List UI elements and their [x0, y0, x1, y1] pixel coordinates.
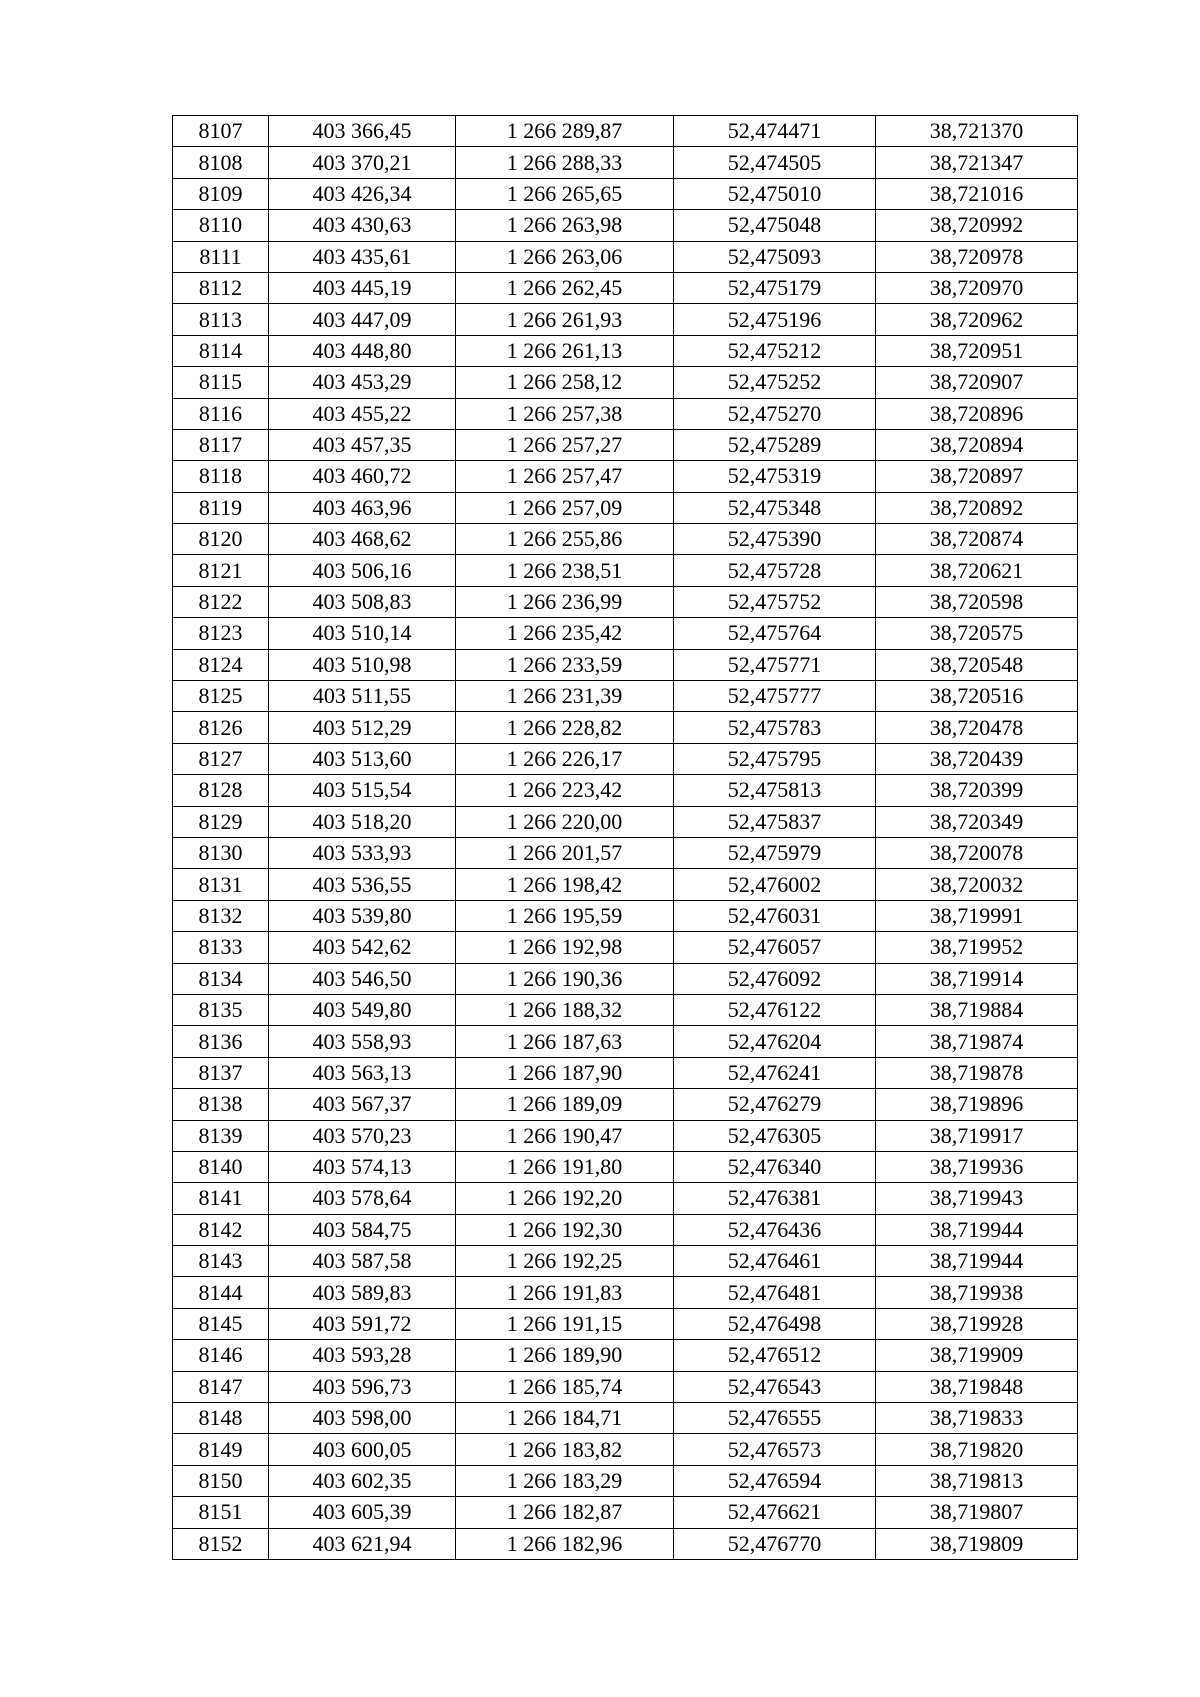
- point-number-cell: 8123: [173, 618, 269, 649]
- point-number-cell: 8140: [173, 1151, 269, 1182]
- y-coordinate-cell: 1 266 226,17: [456, 743, 674, 774]
- latitude-cell: 52,475783: [674, 712, 876, 743]
- x-coordinate-cell: 403 533,93: [269, 837, 456, 868]
- x-coordinate-cell: 403 457,35: [269, 429, 456, 460]
- x-coordinate-cell: 403 453,29: [269, 367, 456, 398]
- point-number-cell: 8130: [173, 837, 269, 868]
- longitude-cell: 38,721347: [876, 147, 1078, 178]
- coordinates-table: [172, 115, 1078, 1560]
- point-number-cell: 8113: [173, 304, 269, 335]
- longitude-cell: 38,720896: [876, 398, 1078, 429]
- point-number-cell: 8137: [173, 1057, 269, 1088]
- x-coordinate-cell: 403 605,39: [269, 1497, 456, 1528]
- point-number-cell: 8131: [173, 869, 269, 900]
- longitude-cell: 38,719917: [876, 1120, 1078, 1151]
- point-number-cell: 8107: [173, 116, 269, 147]
- point-number-cell: 8144: [173, 1277, 269, 1308]
- longitude-cell: 38,720907: [876, 367, 1078, 398]
- x-coordinate-cell: 403 558,93: [269, 1026, 456, 1057]
- point-number-cell: 8151: [173, 1497, 269, 1528]
- latitude-cell: 52,476031: [674, 900, 876, 931]
- longitude-cell: 38,721016: [876, 178, 1078, 209]
- y-coordinate-cell: 1 266 191,15: [456, 1308, 674, 1339]
- table-row: [173, 492, 1078, 523]
- table-row: [173, 241, 1078, 272]
- table-row: [173, 1371, 1078, 1402]
- latitude-cell: 52,476092: [674, 963, 876, 994]
- y-coordinate-cell: 1 266 231,39: [456, 681, 674, 712]
- y-coordinate-cell: 1 266 263,06: [456, 241, 674, 272]
- y-coordinate-cell: 1 266 192,25: [456, 1246, 674, 1277]
- point-number-cell: 8111: [173, 241, 269, 272]
- x-coordinate-cell: 403 366,45: [269, 116, 456, 147]
- table-row: [173, 555, 1078, 586]
- table-row: [173, 1403, 1078, 1434]
- point-number-cell: 8118: [173, 461, 269, 492]
- y-coordinate-cell: 1 266 195,59: [456, 900, 674, 931]
- latitude-cell: 52,476241: [674, 1057, 876, 1088]
- x-coordinate-cell: 403 536,55: [269, 869, 456, 900]
- latitude-cell: 52,475348: [674, 492, 876, 523]
- longitude-cell: 38,719807: [876, 1497, 1078, 1528]
- point-number-cell: 8108: [173, 147, 269, 178]
- y-coordinate-cell: 1 266 190,36: [456, 963, 674, 994]
- table-row: [173, 1120, 1078, 1151]
- latitude-cell: 52,475979: [674, 837, 876, 868]
- table-row: [173, 398, 1078, 429]
- y-coordinate-cell: 1 266 255,86: [456, 524, 674, 555]
- x-coordinate-cell: 403 621,94: [269, 1528, 456, 1559]
- point-number-cell: 8146: [173, 1340, 269, 1371]
- y-coordinate-cell: 1 266 182,96: [456, 1528, 674, 1559]
- table-row: [173, 743, 1078, 774]
- point-number-cell: 8120: [173, 524, 269, 555]
- x-coordinate-cell: 403 567,37: [269, 1089, 456, 1120]
- table-row: [173, 335, 1078, 366]
- table-row: [173, 1089, 1078, 1120]
- latitude-cell: 52,475771: [674, 649, 876, 680]
- latitude-cell: 52,476461: [674, 1246, 876, 1277]
- y-coordinate-cell: 1 266 263,98: [456, 210, 674, 241]
- y-coordinate-cell: 1 266 191,80: [456, 1151, 674, 1182]
- latitude-cell: 52,476512: [674, 1340, 876, 1371]
- point-number-cell: 8121: [173, 555, 269, 586]
- point-number-cell: 8135: [173, 994, 269, 1025]
- point-number-cell: 8134: [173, 963, 269, 994]
- longitude-cell: 38,719896: [876, 1089, 1078, 1120]
- point-number-cell: 8138: [173, 1089, 269, 1120]
- point-number-cell: 8152: [173, 1528, 269, 1559]
- longitude-cell: 38,719943: [876, 1183, 1078, 1214]
- longitude-cell: 38,720992: [876, 210, 1078, 241]
- table-row: [173, 1465, 1078, 1496]
- table-row: [173, 618, 1078, 649]
- x-coordinate-cell: 403 445,19: [269, 272, 456, 303]
- longitude-cell: 38,719938: [876, 1277, 1078, 1308]
- latitude-cell: 52,476057: [674, 932, 876, 963]
- table-row: [173, 1434, 1078, 1465]
- y-coordinate-cell: 1 266 235,42: [456, 618, 674, 649]
- latitude-cell: 52,476340: [674, 1151, 876, 1182]
- table-row: [173, 869, 1078, 900]
- longitude-cell: 38,720951: [876, 335, 1078, 366]
- latitude-cell: 52,476279: [674, 1089, 876, 1120]
- point-number-cell: 8150: [173, 1465, 269, 1496]
- table-row: [173, 963, 1078, 994]
- longitude-cell: 38,719848: [876, 1371, 1078, 1402]
- table-row: [173, 681, 1078, 712]
- table-row: [173, 1183, 1078, 1214]
- point-number-cell: 8114: [173, 335, 269, 366]
- latitude-cell: 52,476381: [674, 1183, 876, 1214]
- y-coordinate-cell: 1 266 228,82: [456, 712, 674, 743]
- y-coordinate-cell: 1 266 189,09: [456, 1089, 674, 1120]
- longitude-cell: 38,720575: [876, 618, 1078, 649]
- latitude-cell: 52,476555: [674, 1403, 876, 1434]
- x-coordinate-cell: 403 549,80: [269, 994, 456, 1025]
- latitude-cell: 52,475048: [674, 210, 876, 241]
- latitude-cell: 52,475093: [674, 241, 876, 272]
- y-coordinate-cell: 1 266 258,12: [456, 367, 674, 398]
- y-coordinate-cell: 1 266 261,93: [456, 304, 674, 335]
- longitude-cell: 38,720621: [876, 555, 1078, 586]
- point-number-cell: 8110: [173, 210, 269, 241]
- x-coordinate-cell: 403 468,62: [269, 524, 456, 555]
- table-row: [173, 1497, 1078, 1528]
- longitude-cell: 38,721370: [876, 116, 1078, 147]
- table-row: [173, 461, 1078, 492]
- x-coordinate-cell: 403 584,75: [269, 1214, 456, 1245]
- y-coordinate-cell: 1 266 184,71: [456, 1403, 674, 1434]
- latitude-cell: 52,476621: [674, 1497, 876, 1528]
- x-coordinate-cell: 403 463,96: [269, 492, 456, 523]
- latitude-cell: 52,476573: [674, 1434, 876, 1465]
- latitude-cell: 52,475795: [674, 743, 876, 774]
- latitude-cell: 52,475010: [674, 178, 876, 209]
- table-row: [173, 806, 1078, 837]
- table-row: [173, 1340, 1078, 1371]
- longitude-cell: 38,719944: [876, 1246, 1078, 1277]
- latitude-cell: 52,475212: [674, 335, 876, 366]
- table-row: [173, 1246, 1078, 1277]
- longitude-cell: 38,719809: [876, 1528, 1078, 1559]
- latitude-cell: 52,475837: [674, 806, 876, 837]
- table-row: [173, 210, 1078, 241]
- longitude-cell: 38,719813: [876, 1465, 1078, 1496]
- latitude-cell: 52,475252: [674, 367, 876, 398]
- table-row: [173, 1277, 1078, 1308]
- x-coordinate-cell: 403 460,72: [269, 461, 456, 492]
- longitude-cell: 38,719936: [876, 1151, 1078, 1182]
- longitude-cell: 38,720548: [876, 649, 1078, 680]
- table-row: [173, 712, 1078, 743]
- y-coordinate-cell: 1 266 262,45: [456, 272, 674, 303]
- latitude-cell: 52,476498: [674, 1308, 876, 1339]
- point-number-cell: 8115: [173, 367, 269, 398]
- longitude-cell: 38,720894: [876, 429, 1078, 460]
- latitude-cell: 52,476770: [674, 1528, 876, 1559]
- x-coordinate-cell: 403 593,28: [269, 1340, 456, 1371]
- latitude-cell: 52,475777: [674, 681, 876, 712]
- table-row: [173, 837, 1078, 868]
- longitude-cell: 38,719884: [876, 994, 1078, 1025]
- table-row: [173, 116, 1078, 147]
- latitude-cell: 52,476594: [674, 1465, 876, 1496]
- y-coordinate-cell: 1 266 187,63: [456, 1026, 674, 1057]
- table-row: [173, 1214, 1078, 1245]
- latitude-cell: 52,476543: [674, 1371, 876, 1402]
- longitude-cell: 38,720874: [876, 524, 1078, 555]
- point-number-cell: 8112: [173, 272, 269, 303]
- latitude-cell: 52,475752: [674, 586, 876, 617]
- point-number-cell: 8141: [173, 1183, 269, 1214]
- table-row: [173, 932, 1078, 963]
- point-number-cell: 8116: [173, 398, 269, 429]
- longitude-cell: 38,719909: [876, 1340, 1078, 1371]
- x-coordinate-cell: 403 448,80: [269, 335, 456, 366]
- longitude-cell: 38,719944: [876, 1214, 1078, 1245]
- y-coordinate-cell: 1 266 220,00: [456, 806, 674, 837]
- x-coordinate-cell: 403 506,16: [269, 555, 456, 586]
- latitude-cell: 52,476481: [674, 1277, 876, 1308]
- point-number-cell: 8149: [173, 1434, 269, 1465]
- longitude-cell: 38,720516: [876, 681, 1078, 712]
- longitude-cell: 38,719928: [876, 1308, 1078, 1339]
- x-coordinate-cell: 403 518,20: [269, 806, 456, 837]
- table-row: [173, 775, 1078, 806]
- point-number-cell: 8119: [173, 492, 269, 523]
- point-number-cell: 8117: [173, 429, 269, 460]
- y-coordinate-cell: 1 266 188,32: [456, 994, 674, 1025]
- longitude-cell: 38,719874: [876, 1026, 1078, 1057]
- x-coordinate-cell: 403 426,34: [269, 178, 456, 209]
- longitude-cell: 38,720439: [876, 743, 1078, 774]
- x-coordinate-cell: 403 455,22: [269, 398, 456, 429]
- y-coordinate-cell: 1 266 183,29: [456, 1465, 674, 1496]
- latitude-cell: 52,476122: [674, 994, 876, 1025]
- y-coordinate-cell: 1 266 198,42: [456, 869, 674, 900]
- longitude-cell: 38,720978: [876, 241, 1078, 272]
- table-row: [173, 994, 1078, 1025]
- longitude-cell: 38,719991: [876, 900, 1078, 931]
- y-coordinate-cell: 1 266 288,33: [456, 147, 674, 178]
- table-row: [173, 367, 1078, 398]
- table-row: [173, 900, 1078, 931]
- latitude-cell: 52,475179: [674, 272, 876, 303]
- x-coordinate-cell: 403 591,72: [269, 1308, 456, 1339]
- latitude-cell: 52,476436: [674, 1214, 876, 1245]
- table-row: [173, 586, 1078, 617]
- table-row: [173, 272, 1078, 303]
- table-row: [173, 178, 1078, 209]
- y-coordinate-cell: 1 266 236,99: [456, 586, 674, 617]
- x-coordinate-cell: 403 511,55: [269, 681, 456, 712]
- y-coordinate-cell: 1 266 265,65: [456, 178, 674, 209]
- table-row: [173, 1308, 1078, 1339]
- point-number-cell: 8126: [173, 712, 269, 743]
- point-number-cell: 8122: [173, 586, 269, 617]
- latitude-cell: 52,476204: [674, 1026, 876, 1057]
- longitude-cell: 38,719878: [876, 1057, 1078, 1088]
- point-number-cell: 8142: [173, 1214, 269, 1245]
- point-number-cell: 8139: [173, 1120, 269, 1151]
- y-coordinate-cell: 1 266 261,13: [456, 335, 674, 366]
- y-coordinate-cell: 1 266 192,98: [456, 932, 674, 963]
- point-number-cell: 8124: [173, 649, 269, 680]
- point-number-cell: 8127: [173, 743, 269, 774]
- table-row: [173, 524, 1078, 555]
- point-number-cell: 8143: [173, 1246, 269, 1277]
- x-coordinate-cell: 403 539,80: [269, 900, 456, 931]
- x-coordinate-cell: 403 574,13: [269, 1151, 456, 1182]
- x-coordinate-cell: 403 587,58: [269, 1246, 456, 1277]
- y-coordinate-cell: 1 266 233,59: [456, 649, 674, 680]
- x-coordinate-cell: 403 546,50: [269, 963, 456, 994]
- x-coordinate-cell: 403 515,54: [269, 775, 456, 806]
- y-coordinate-cell: 1 266 192,20: [456, 1183, 674, 1214]
- latitude-cell: 52,475196: [674, 304, 876, 335]
- latitude-cell: 52,475289: [674, 429, 876, 460]
- latitude-cell: 52,475728: [674, 555, 876, 586]
- longitude-cell: 38,720032: [876, 869, 1078, 900]
- latitude-cell: 52,474505: [674, 147, 876, 178]
- x-coordinate-cell: 403 589,83: [269, 1277, 456, 1308]
- x-coordinate-cell: 403 578,64: [269, 1183, 456, 1214]
- x-coordinate-cell: 403 542,62: [269, 932, 456, 963]
- table-row: [173, 649, 1078, 680]
- longitude-cell: 38,720078: [876, 837, 1078, 868]
- latitude-cell: 52,475319: [674, 461, 876, 492]
- y-coordinate-cell: 1 266 223,42: [456, 775, 674, 806]
- y-coordinate-cell: 1 266 182,87: [456, 1497, 674, 1528]
- latitude-cell: 52,475270: [674, 398, 876, 429]
- point-number-cell: 8128: [173, 775, 269, 806]
- x-coordinate-cell: 403 512,29: [269, 712, 456, 743]
- x-coordinate-cell: 403 570,23: [269, 1120, 456, 1151]
- latitude-cell: 52,476305: [674, 1120, 876, 1151]
- coordinates-table-body: [173, 116, 1078, 1560]
- latitude-cell: 52,474471: [674, 116, 876, 147]
- x-coordinate-cell: 403 510,98: [269, 649, 456, 680]
- point-number-cell: 8129: [173, 806, 269, 837]
- y-coordinate-cell: 1 266 185,74: [456, 1371, 674, 1402]
- x-coordinate-cell: 403 430,63: [269, 210, 456, 241]
- point-number-cell: 8147: [173, 1371, 269, 1402]
- point-number-cell: 8133: [173, 932, 269, 963]
- longitude-cell: 38,719833: [876, 1403, 1078, 1434]
- latitude-cell: 52,475813: [674, 775, 876, 806]
- y-coordinate-cell: 1 266 257,09: [456, 492, 674, 523]
- point-number-cell: 8145: [173, 1308, 269, 1339]
- y-coordinate-cell: 1 266 289,87: [456, 116, 674, 147]
- longitude-cell: 38,719914: [876, 963, 1078, 994]
- y-coordinate-cell: 1 266 183,82: [456, 1434, 674, 1465]
- latitude-cell: 52,476002: [674, 869, 876, 900]
- x-coordinate-cell: 403 510,14: [269, 618, 456, 649]
- table-row: [173, 304, 1078, 335]
- y-coordinate-cell: 1 266 201,57: [456, 837, 674, 868]
- longitude-cell: 38,720897: [876, 461, 1078, 492]
- longitude-cell: 38,720478: [876, 712, 1078, 743]
- longitude-cell: 38,720349: [876, 806, 1078, 837]
- table-row: [173, 1057, 1078, 1088]
- x-coordinate-cell: 403 600,05: [269, 1434, 456, 1465]
- longitude-cell: 38,720892: [876, 492, 1078, 523]
- y-coordinate-cell: 1 266 257,27: [456, 429, 674, 460]
- x-coordinate-cell: 403 508,83: [269, 586, 456, 617]
- table-row: [173, 1026, 1078, 1057]
- x-coordinate-cell: 403 563,13: [269, 1057, 456, 1088]
- point-number-cell: 8109: [173, 178, 269, 209]
- x-coordinate-cell: 403 370,21: [269, 147, 456, 178]
- y-coordinate-cell: 1 266 187,90: [456, 1057, 674, 1088]
- longitude-cell: 38,719820: [876, 1434, 1078, 1465]
- latitude-cell: 52,475390: [674, 524, 876, 555]
- longitude-cell: 38,720970: [876, 272, 1078, 303]
- latitude-cell: 52,475764: [674, 618, 876, 649]
- longitude-cell: 38,719952: [876, 932, 1078, 963]
- table-row: [173, 147, 1078, 178]
- x-coordinate-cell: 403 598,00: [269, 1403, 456, 1434]
- y-coordinate-cell: 1 266 190,47: [456, 1120, 674, 1151]
- longitude-cell: 38,720962: [876, 304, 1078, 335]
- point-number-cell: 8125: [173, 681, 269, 712]
- x-coordinate-cell: 403 596,73: [269, 1371, 456, 1402]
- y-coordinate-cell: 1 266 191,83: [456, 1277, 674, 1308]
- point-number-cell: 8132: [173, 900, 269, 931]
- x-coordinate-cell: 403 513,60: [269, 743, 456, 774]
- y-coordinate-cell: 1 266 257,38: [456, 398, 674, 429]
- y-coordinate-cell: 1 266 238,51: [456, 555, 674, 586]
- y-coordinate-cell: 1 266 192,30: [456, 1214, 674, 1245]
- x-coordinate-cell: 403 602,35: [269, 1465, 456, 1496]
- point-number-cell: 8148: [173, 1403, 269, 1434]
- longitude-cell: 38,720598: [876, 586, 1078, 617]
- table-row: [173, 429, 1078, 460]
- y-coordinate-cell: 1 266 189,90: [456, 1340, 674, 1371]
- x-coordinate-cell: 403 435,61: [269, 241, 456, 272]
- point-number-cell: 8136: [173, 1026, 269, 1057]
- table-row: [173, 1151, 1078, 1182]
- table-row: [173, 1528, 1078, 1559]
- x-coordinate-cell: 403 447,09: [269, 304, 456, 335]
- y-coordinate-cell: 1 266 257,47: [456, 461, 674, 492]
- longitude-cell: 38,720399: [876, 775, 1078, 806]
